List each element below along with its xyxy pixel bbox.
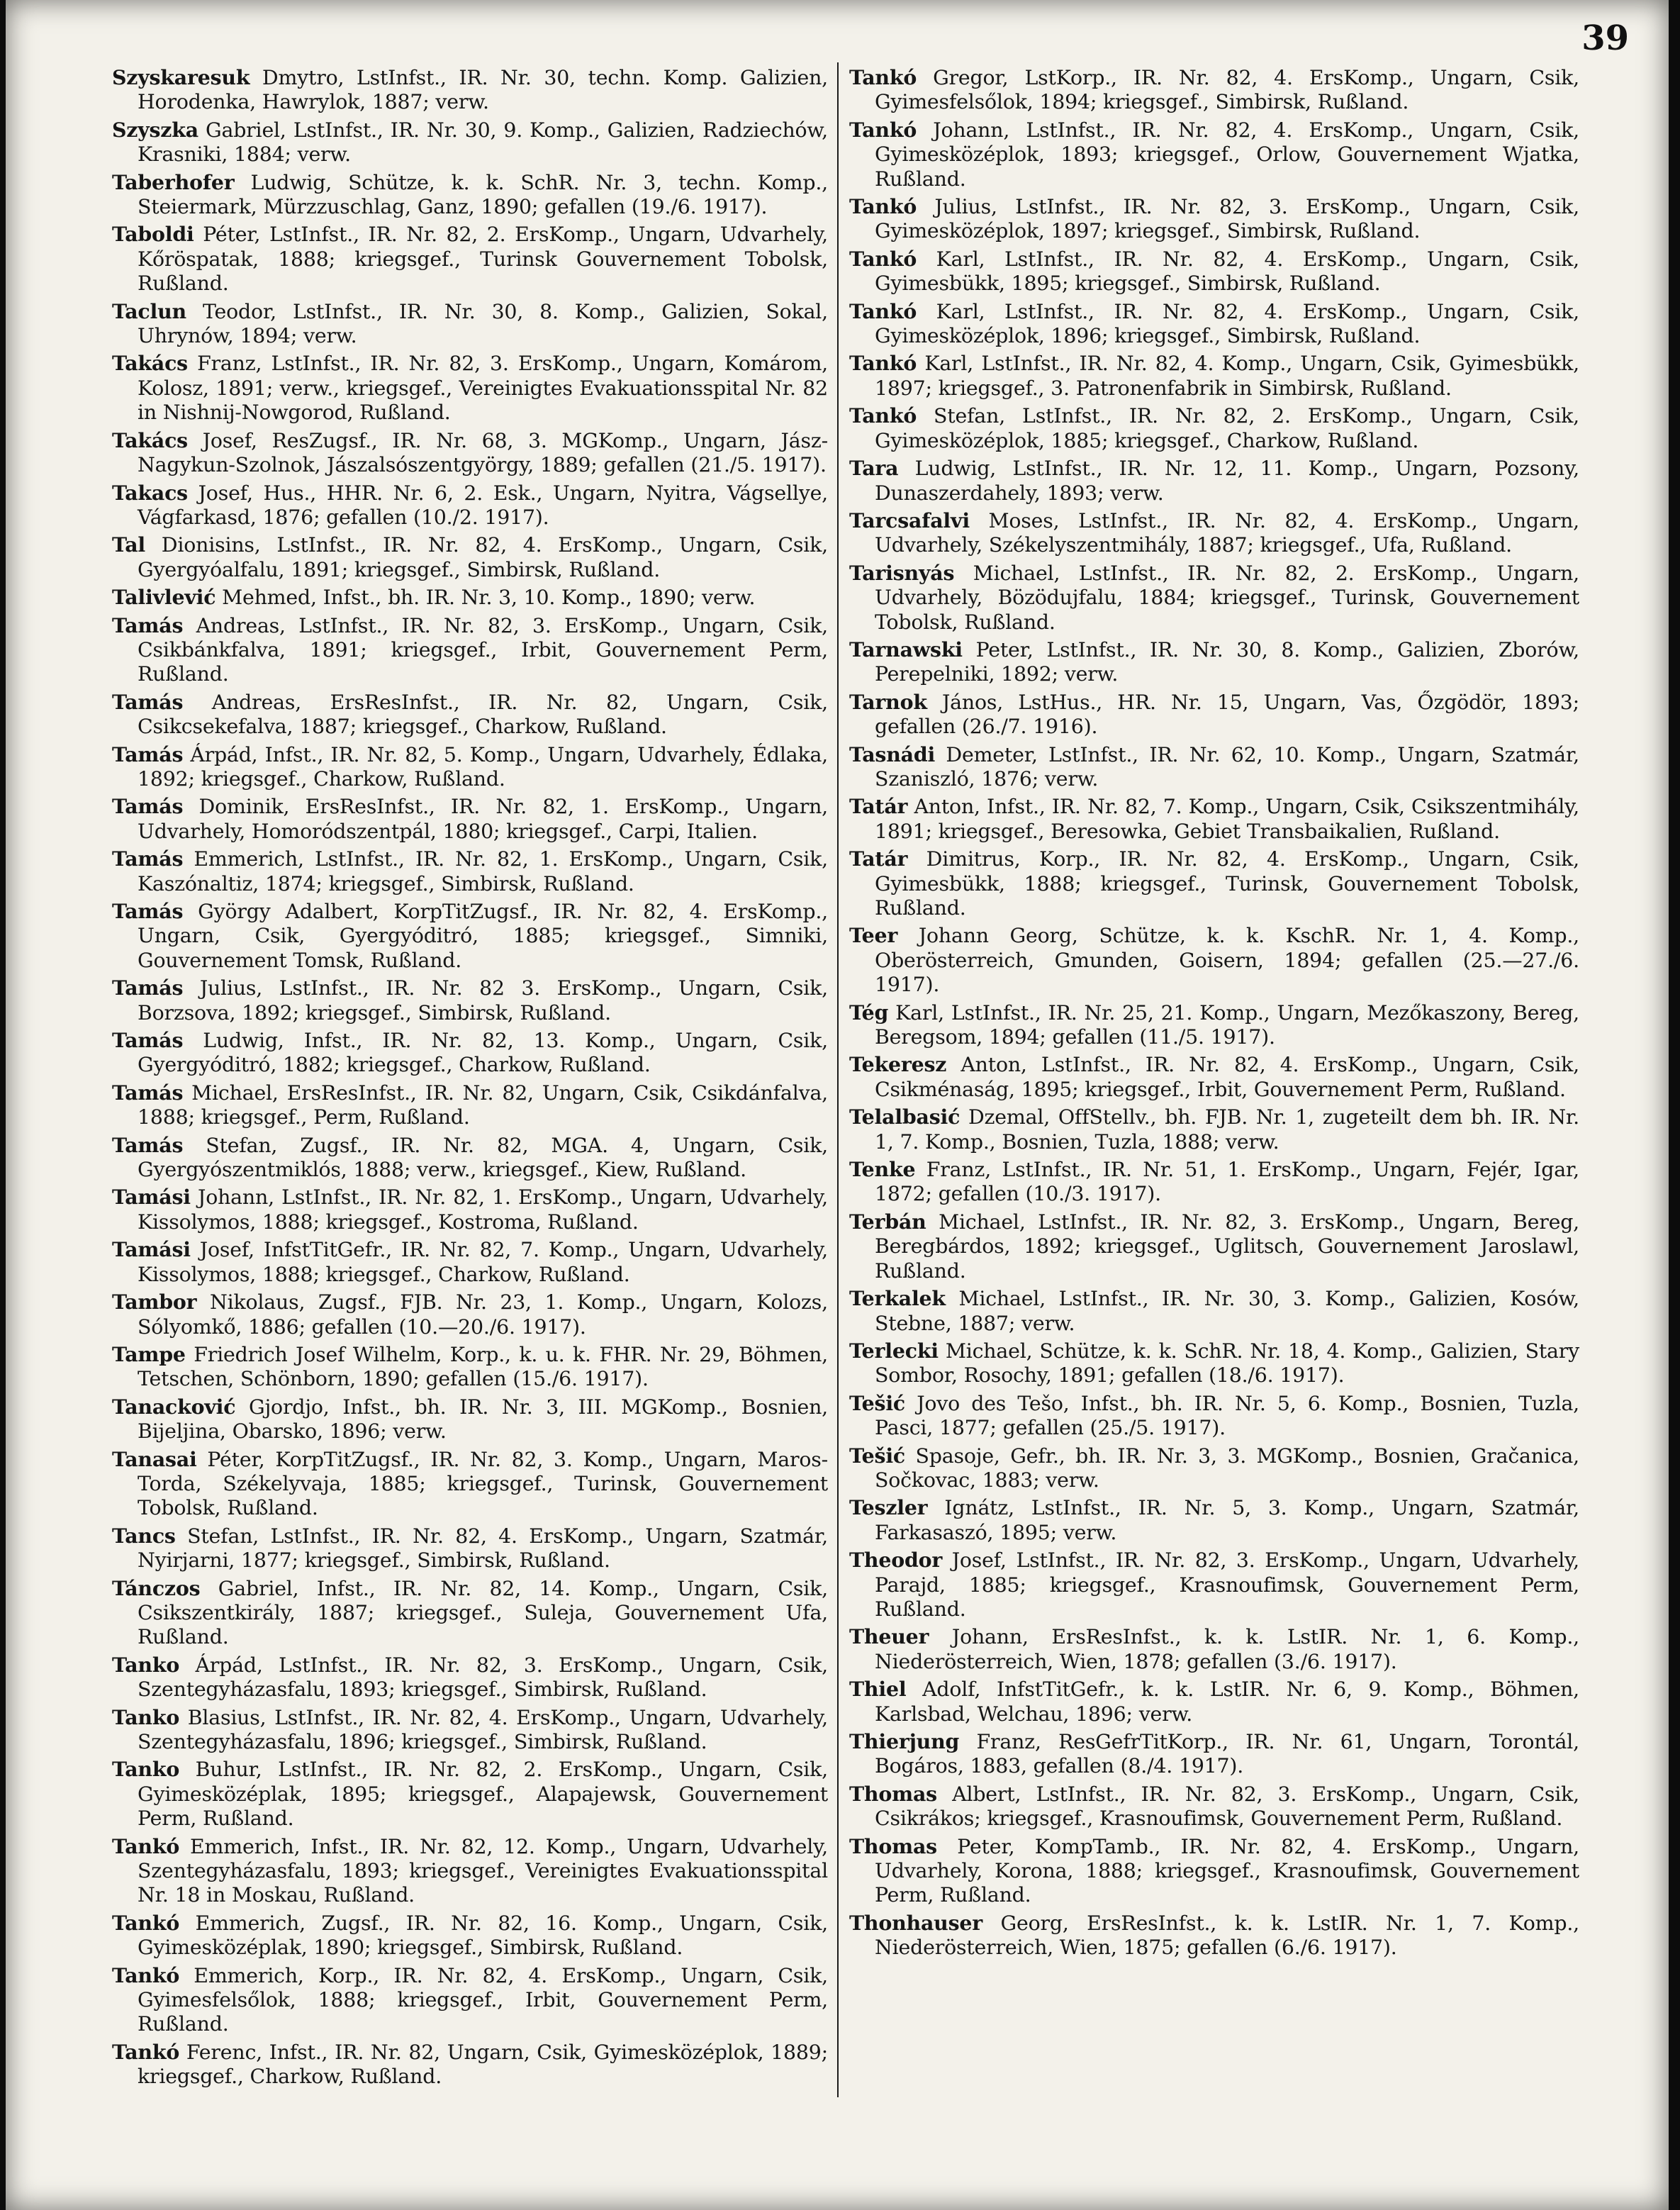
entry-surname: Tarisnyás [849,560,955,585]
casualty-entry [112,118,828,167]
entry-surname: Tenke [849,1157,916,1182]
entry-details: Michael, LstInfst., IR. Nr. 82, 3. ErsKomp., Ungarn, Bereg, Beregbárdos, 1892; kriegsgef., Uglitsch, Gouvernement Jaroslawl, Rußland. [875,1210,1579,1283]
casualty-entry [112,742,828,792]
entry-surname: Tešić [849,1390,905,1415]
entry-details: Julius, LstInfst., IR. Nr. 82, 3. ErsKomp., Ungarn, Csik, Gyimesközéplok, 1897; kriegsgef., Simbirsk, Rußland. [875,195,1579,243]
casualty-entry [849,1782,1579,1831]
casualty-entry [112,794,828,844]
entry-surname: Tamás [112,613,184,637]
entry-details: Josef, LstInfst., IR. Nr. 82, 3. ErsKomp., Ungarn, Udvarhely, Parajd, 1885; kriegsgef., Krasnoufimsk, Gouvernement Perm, Rußland. [875,1548,1579,1621]
casualty-entry [112,613,828,687]
entry-surname: Thomas [849,1834,937,1858]
casualty-entry [112,1653,828,1702]
casualty-entry [849,1548,1579,1622]
casualty-entry [112,1237,828,1287]
casualty-entry [112,690,828,740]
entry-surname: Tankó [849,246,917,271]
entry-surname: Tanko [112,1757,180,1782]
casualty-entry [112,481,828,530]
entry-surname: Tal [112,532,145,557]
entry-details: Mehmed, Infst., bh. IR. Nr. 3, 10. Komp., 1890; verw. [215,586,756,610]
entry-surname: Tasnádi [849,742,936,766]
entry-surname: Terlecki [849,1338,939,1363]
entry-details: Dmytro, LstInfst., IR. Nr. 30, techn. Komp. Galizien, Horodenka, Hawrylok, 1887; verw. [138,66,828,114]
casualty-entry [112,585,828,610]
entry-surname: Tamás [112,1080,184,1105]
casualty-entry [112,1028,828,1078]
entry-details: Ludwig, LstInfst., IR. Nr. 12, 11. Komp., Ungarn, Pozsony, Dunaszerdahely, 1893; verw. [875,457,1579,505]
entry-details: Michael, LstInfst., IR. Nr. 30, 3. Komp., Galizien, Kosów, Stebne, 1887; verw. [875,1287,1579,1335]
page-number: 39 [1581,18,1629,58]
casualty-entry [112,847,828,896]
casualty-entry [849,194,1579,244]
entry-surname: Telalbasić [849,1105,961,1129]
entry-surname: Takács [112,351,188,376]
entry-surname: Thiel [849,1677,907,1702]
entry-details: Moses, LstInfst., IR. Nr. 82, 4. ErsKomp., Ungarn, Udvarhely, Székelyszentmihály, 1887; kriegsgef., Ufa, Rußland. [875,508,1579,557]
entry-details: Buhur, LstInfst., IR. Nr. 82, 2. ErsKomp., Ungarn, Csik, Gyimesközéplak, 1895; kriegsgef., Alapajewsk, Gouvernement Perm, Rußland. [138,1758,828,1831]
casualty-entry [849,1286,1579,1336]
entry-details: Dzemal, OffStellv., bh. FJB. Nr. 1, zugeteilt dem bh. IR. Nr. 1, 7. Komp., Bosnien, Tuzla, 1888; verw. [875,1105,1579,1154]
entry-surname: Tankó [112,1963,180,1987]
entry-details: Dimitrus, Korp., IR. Nr. 82, 4. ErsKomp., Ungarn, Csik, Gyimesbükk, 1888; kriegsgef., Turinsk, Gouvernement Tobolsk, Rußland. [875,847,1579,920]
entry-details: Johann Georg, Schütze, k. k. KschR. Nr. 1, 4. Komp., Oberösterreich, Gmunden, Goisern, 1894; gefallen (25.—27./6. 1917). [875,924,1579,997]
casualty-entry [849,1105,1579,1154]
casualty-entry [112,299,828,349]
entry-details: Michael, LstInfst., IR. Nr. 82, 2. ErsKomp., Ungarn, Udvarhely, Bözödujfalu, 1884; kriegsgef., Turinsk, Gouvernement Tobolsk, Rußland. [875,561,1579,634]
entry-details: Emmerich, Infst., IR. Nr. 82, 12. Komp., Ungarn, Udvarhely, Szentegyházasfalu, 1893; kriegsgef., Vereinigtes Evakuationsspital Nr. 18 in Moskau, Rußland. [138,1834,828,1907]
entry-details: Josef, ResZugsf., IR. Nr. 68, 3. MGKomp., Ungarn, Jász-Nagykun-Szolnok, Jászalsószentgyörgy, 1889; gefallen (21./5. 1917). [138,428,828,477]
entry-surname: Tanko [112,1652,180,1677]
entry-details: Anton, Infst., IR. Nr. 82, 7. Komp., Ungarn, Csik, Csikszentmihály, 1891; kriegsgef., Beresowka, Gebiet Transbaikalien, Rußland. [875,795,1579,843]
entry-details: Teodor, LstInfst., IR. Nr. 30, 8. Komp., Galizien, Sokal, Uhrynów, 1894; verw. [138,299,828,348]
casualty-entry [849,1834,1579,1908]
entry-details: Spasoje, Gefr., bh. IR. Nr. 3, 3. MGKomp., Bosnien, Gračanica, Sočkovac, 1883; verw. [875,1444,1579,1492]
casualty-entry [849,561,1579,635]
casualty-entry [849,923,1579,997]
entry-surname: Tamási [112,1185,191,1210]
entry-details: Gregor, LstKorp., IR. Nr. 82, 4. ErsKomp., Ungarn, Csik, Gyimesfelsőlok, 1894; kriegsgef., Simbirsk, Rußland. [875,66,1579,114]
entry-surname: Thomas [849,1781,937,1806]
entry-details: Péter, LstInfst., IR. Nr. 82, 2. ErsKomp., Ungarn, Udvarhely, Kőröspatak, 1888; kriegsgef., Turinsk Gouvernement Tobolsk, Rußland. [138,223,828,296]
entry-details: Demeter, LstInfst., IR. Nr. 62, 10. Komp., Ungarn, Szatmár, Szaniszló, 1876; verw. [875,742,1579,791]
entry-details: Dionisins, LstInfst., IR. Nr. 82, 4. ErsKomp., Ungarn, Csik, Gyergyóalfalu, 1891; kriegsgef., Simbirsk, Rußland. [138,533,828,581]
entry-surname: Takacs [112,480,188,505]
casualty-entry [112,1290,828,1339]
casualty-entry [849,1052,1579,1102]
entry-details: Ludwig, Infst., IR. Nr. 82, 13. Komp., Ungarn, Csik, Gyergyóditró, 1882; kriegsgef., Charkow, Rußland. [138,1029,828,1077]
casualty-entry [849,508,1579,558]
entry-details: Karl, LstInfst., IR. Nr. 82, 4. ErsKomp., Ungarn, Csik, Gyimesbükk, 1895; kriegsgef., Simbirsk, Rußland. [875,247,1579,296]
entry-details: Péter, KorpTitZugsf., IR. Nr. 82, 3. Komp., Ungarn, Maros-Torda, Székelyvaja, 1885; kriegsgef., Turinsk, Gouvernement Tobolsk, Rußland. [138,1447,828,1520]
casualty-entry [849,637,1579,687]
casualty-entry [849,247,1579,296]
casualty-entry [849,456,1579,506]
entry-details: Stefan, LstInfst., IR. Nr. 82, 2. ErsKomp., Ungarn, Csik, Gyimesközéplok, 1885; kriegsgef., Charkow, Rußland. [875,404,1579,452]
entry-surname: Szyskaresuk [112,65,250,89]
entry-surname: Tég [849,1000,889,1025]
entry-details: Jovo des Tešo, Infst., bh. IR. Nr. 5, 6. Komp., Bosnien, Tuzla, Pasci, 1877; gefallen (25./5. 1917). [875,1391,1579,1440]
entry-surname: Tara [849,456,899,481]
casualty-entry [112,1342,828,1392]
casualty-entry [112,1524,828,1573]
casualty-entry [112,1963,828,2037]
entry-surname: Tekeresz [849,1052,947,1077]
casualty-entry [112,65,828,115]
casualty-entry [849,1911,1579,1960]
page-sheet [6,0,1669,2210]
entry-surname: Tamás [112,689,184,714]
entry-details: Michael, ErsResInfst., IR. Nr. 82, Ungarn, Csik, Csikdánfalva, 1888; kriegsgef., Perm, Rußland. [138,1081,828,1129]
entry-surname: Tambor [112,1290,197,1315]
casualty-entry [849,351,1579,401]
entry-details: Johann, ErsResInfst., k. k. LstIR. Nr. 1, 6. Komp., Niederösterreich, Wien, 1878; gefallen (3./6. 1917). [875,1625,1579,1673]
casualty-entry [849,403,1579,453]
entry-surname: Talivlević [112,585,216,610]
casualty-entry [112,1911,828,1960]
casualty-entry [849,847,1579,920]
casualty-entry [849,1000,1579,1050]
entry-details: Karl, LstInfst., IR. Nr. 82, 4. ErsKomp., Ungarn, Csik, Gyimesközéplok, 1896; kriegsgef., Simbirsk, Rußland. [875,299,1579,348]
entry-details: Nikolaus, Zugsf., FJB. Nr. 23, 1. Komp., Ungarn, Kolozs, Sólyomkő, 1886; gefallen (10.—20./6. 1917). [138,1290,828,1339]
casualty-entry [849,1624,1579,1674]
casualty-entry [849,1729,1579,1779]
entry-details: Stefan, LstInfst., IR. Nr. 82, 4. ErsKomp., Ungarn, Szatmár, Nyirjarni, 1877; kriegsgef., Simbirsk, Rußland. [138,1524,828,1573]
entry-details: János, LstHus., HR. Nr. 15, Ungarn, Vas, Őzgödör, 1893; gefallen (26./7. 1916). [875,690,1579,739]
casualty-entry [849,794,1579,844]
entry-surname: Tamás [112,1132,184,1157]
entry-surname: Tamás [112,1028,184,1053]
casualty-entry [112,1133,828,1183]
entry-details: Peter, KompTamb., IR. Nr. 82, 4. ErsKomp., Ungarn, Udvarhely, Korona, 1888; kriegsgef., Krasnoufimsk, Gouvernement Perm, Rußland. [875,1834,1579,1907]
column-divider [837,62,839,2097]
casualty-entry [849,1495,1579,1545]
entry-surname: Tanacković [112,1394,236,1419]
entry-details: Emmerich, Korp., IR. Nr. 82, 4. ErsKomp., Ungarn, Csik, Gyimesfelsőlok, 1888; kriegsgef., Irbit, Gouvernement Perm, Rußland. [138,1963,828,2036]
casualty-entry [112,1576,828,1650]
left-column [112,65,828,2092]
entry-details: Julius, LstInfst., IR. Nr. 82 3. ErsKomp., Ungarn, Csik, Borzsova, 1892; kriegsgef., Simbirsk, Rußland. [138,976,828,1025]
casualty-entry [849,299,1579,349]
entry-surname: Tamás [112,742,184,766]
entry-surname: Thierjung [849,1729,960,1753]
entry-details: György Adalbert, KorpTitZugsf., IR. Nr. 82, 4. ErsKomp., Ungarn, Csik, Gyergyóditró, 1885; kriegsgef., Simniki, Gouvernement Tomsk, Rußland. [138,900,828,972]
entry-details: Andreas, LstInfst., IR. Nr. 82, 3. ErsKomp., Ungarn, Csik, Csikbánkfalva, 1891; kriegsgef., Irbit, Gouvernement Perm, Rußland. [138,613,828,686]
entry-surname: Tankó [849,194,917,219]
entry-surname: Tankó [112,1834,180,1858]
entry-details: Árpád, Infst., IR. Nr. 82, 5. Komp., Ungarn, Udvarhely, Édlaka, 1892; kriegsgef., Charkow, Rußland. [138,742,828,791]
casualty-entry [849,65,1579,115]
entry-surname: Taberhofer [112,169,235,194]
entry-details: Friedrich Josef Wilhelm, Korp., k. u. k. FHR. Nr. 29, Böhmen, Tetschen, Schönborn, 1890; gefallen (15./6. 1917). [138,1342,828,1391]
casualty-entry [849,1210,1579,1283]
entry-details: Karl, LstInfst., IR. Nr. 25, 21. Komp., Ungarn, Mezőkaszony, Bereg, Beregsom, 1894; gefallen (11./5. 1917). [875,1000,1579,1049]
entry-details: Gjordjo, Infst., bh. IR. Nr. 3, III. MGKomp., Bosnien, Bijeljina, Obarsko, 1896; verw. [138,1395,828,1444]
entry-surname: Tatár [849,847,908,871]
entry-surname: Tamás [112,794,184,819]
entry-surname: Tampe [112,1341,186,1366]
entry-details: Árpád, LstInfst., IR. Nr. 82, 3. ErsKomp., Ungarn, Csik, Szentegyházasfalu, 1893; kriegsgef., Simbirsk, Rußland. [138,1653,828,1702]
casualty-entry [112,1834,828,1908]
casualty-entry [849,1677,1579,1726]
entry-surname: Tešić [849,1443,905,1468]
entry-surname: Teer [849,923,898,948]
entry-details: Gabriel, LstInfst., IR. Nr. 30, 9. Komp., Galizien, Radziechów, Krasniki, 1884; verw. [138,118,828,167]
entry-surname: Taboldi [112,222,194,247]
entry-surname: Taclun [112,298,186,323]
entry-surname: Tanasai [112,1446,197,1471]
entry-surname: Tankó [849,403,917,428]
casualty-entry [112,1395,828,1444]
entry-details: Ferenc, Infst., IR. Nr. 82, Ungarn, Csik, Gyimesközéplok, 1889; kriegsgef., Charkow, Rußland. [138,2040,828,2089]
entry-surname: Tanko [112,1704,180,1729]
entry-surname: Tancs [112,1523,176,1548]
casualty-entry [112,899,828,973]
entry-surname: Tamás [112,899,184,923]
entry-surname: Tamás [112,847,184,871]
entry-details: Josef, InfstTitGefr., IR. Nr. 82, 7. Komp., Ungarn, Udvarhely, Kissolymos, 1888; kriegsgef., Charkow, Rußland. [138,1238,828,1286]
entry-details: Franz, ResGefrTitKorp., IR. Nr. 61, Ungarn, Torontál, Bogáros, 1883, gefallen (8./4. 1917). [875,1730,1579,1778]
casualty-entry [112,532,828,582]
entry-details: Gabriel, Infst., IR. Nr. 82, 14. Komp., Ungarn, Csik, Csikszentkirály, 1887; kriegsgef., Suleja, Gouvernement Ufa, Rußland. [138,1576,828,1649]
casualty-entry [112,2040,828,2089]
entry-surname: Szyszka [112,117,198,142]
entry-details: Johann, LstInfst., IR. Nr. 82, 1. ErsKomp., Ungarn, Udvarhely, Kissolymos, 1888; kriegsgef., Kostroma, Rußland. [138,1185,828,1234]
casualty-entry [849,742,1579,792]
entry-surname: Tamás [112,976,184,1000]
casualty-entry [849,1157,1579,1207]
entry-surname: Tankó [849,65,917,89]
entry-surname: Tankó [112,1910,180,1935]
entry-details: Georg, ErsResInfst., k. k. LstIR. Nr. 1, 7. Komp., Niederösterreich, Wien, 1875; gefallen (6./6. 1917). [875,1911,1579,1960]
entry-details: Johann, LstInfst., IR. Nr. 82, 4. ErsKomp., Ungarn, Csik, Gyimesközéplok, 1893; kriegsgef., Orlow, Gouvernement Wjatka, Rußland. [875,118,1579,191]
entry-surname: Thonhauser [849,1910,983,1935]
entry-surname: Theuer [849,1624,929,1649]
entry-details: Ludwig, Schütze, k. k. SchR. Nr. 3, techn. Komp., Steiermark, Mürzzuschlag, Ganz, 1890; gefallen (19./6. 1917). [138,170,828,219]
entry-details: Franz, LstInfst., IR. Nr. 82, 3. ErsKomp., Ungarn, Komárom, Kolosz, 1891; verw., kriegsgef., Vereinigtes Evakuationsspital Nr. 82 in Nishnij-Nowgorod, Rußland. [138,352,828,425]
entry-surname: Tamási [112,1237,191,1262]
entry-surname: Tankó [849,117,917,142]
casualty-entry [112,351,828,425]
entry-surname: Tarnawski [849,637,963,662]
casualty-entry [112,1447,828,1521]
entry-details: Anton, LstInfst., IR. Nr. 82, 4. ErsKomp., Ungarn, Csik, Csikménaság, 1895; kriegsgef., Irbit, Gouvernement Perm, Rußland. [875,1053,1579,1101]
entry-surname: Theodor [849,1548,943,1573]
entry-details: Ignátz, LstInfst., IR. Nr. 5, 3. Komp., Ungarn, Szatmár, Farkasaszó, 1895; verw. [875,1496,1579,1544]
entry-surname: Tankó [849,298,917,323]
casualty-entry [112,1185,828,1234]
entry-details: Stefan, Zugsf., IR. Nr. 82, MGA. 4, Ungarn, Csik, Gyergyószentmiklós, 1888; verw., kriegsgef., Kiew, Rußland. [138,1133,828,1182]
entry-surname: Tankó [849,351,917,376]
entry-details: Karl, LstInfst., IR. Nr. 82, 4. Komp., Ungarn, Csik, Gyimesbükk, 1897; kriegsgef., 3. Patronenfabrik in Simbirsk, Rußland. [875,352,1579,400]
right-column [849,65,1579,1963]
casualty-entry [112,1081,828,1130]
entry-surname: Tarnok [849,689,927,714]
entry-surname: Terbán [849,1209,926,1234]
entry-details: Albert, LstInfst., IR. Nr. 82, 3. ErsKomp., Ungarn, Csik, Csikrákos; kriegsgef., Krasnoufimsk, Gouvernement Perm, Rußland. [875,1782,1579,1831]
entry-details: Blasius, LstInfst., IR. Nr. 82, 4. ErsKomp., Ungarn, Udvarhely, Szentegyházasfalu, 1896; kriegsgef., Simbirsk, Rußland. [138,1705,828,1753]
casualty-entry [849,1339,1579,1388]
entry-details: Emmerich, Zugsf., IR. Nr. 82, 16. Komp., Ungarn, Csik, Gyimesközéplak, 1890; kriegsgef., Simbirsk, Rußland. [138,1911,828,1960]
entry-surname: Tatár [849,794,908,819]
casualty-entry [112,1705,828,1755]
entry-surname: Tarcsafalvi [849,508,970,532]
entry-details: Andreas, ErsResInfst., IR. Nr. 82, Ungarn, Csik, Csikcsekefalva, 1887; kriegsgef., Charkow, Rußland. [138,690,828,739]
casualty-entry [112,976,828,1025]
entry-surname: Tankó [112,2039,180,2064]
entry-details: Josef, Hus., HHR. Nr. 6, 2. Esk., Ungarn, Nyitra, Vágsellye, Vágfarkasd, 1876; gefallen (10./2. 1917). [138,481,828,529]
entry-details: Franz, LstInfst., IR. Nr. 51, 1. ErsKomp., Ungarn, Fejér, Igar, 1872; gefallen (10./3. 1917). [875,1158,1579,1206]
casualty-entry [849,690,1579,740]
entry-details: Michael, Schütze, k. k. SchR. Nr. 18, 4. Komp., Galizien, Stary Sombor, Rosochy, 1891; gefallen (18./6. 1917). [875,1339,1579,1388]
casualty-entry [112,170,828,220]
entry-surname: Tánczos [112,1575,201,1600]
entry-details: Emmerich, LstInfst., IR. Nr. 82, 1. ErsKomp., Ungarn, Csik, Kaszónaltiz, 1874; kriegsgef., Simbirsk, Rußland. [138,847,828,895]
casualty-entry [112,222,828,296]
entry-details: Peter, LstInfst., IR. Nr. 30, 8. Komp., Galizien, Zborów, Perepelniki, 1892; verw. [875,637,1579,686]
entry-surname: Terkalek [849,1286,946,1311]
entry-surname: Teszler [849,1495,928,1520]
casualty-entry [112,428,828,478]
casualty-entry [849,1391,1579,1441]
casualty-entry [112,1757,828,1831]
entry-details: Dominik, ErsResInfst., IR. Nr. 82, 1. ErsKomp., Ungarn, Udvarhely, Homoródszentpál, 1880; kriegsgef., Carpi, Italien. [138,795,828,843]
entry-surname: Takács [112,428,188,452]
casualty-entry [849,1444,1579,1493]
casualty-entry [849,118,1579,191]
entry-details: Adolf, InfstTitGefr., k. k. LstIR. Nr. 6, 9. Komp., Böhmen, Karlsbad, Welchau, 1896; verw. [875,1678,1579,1726]
